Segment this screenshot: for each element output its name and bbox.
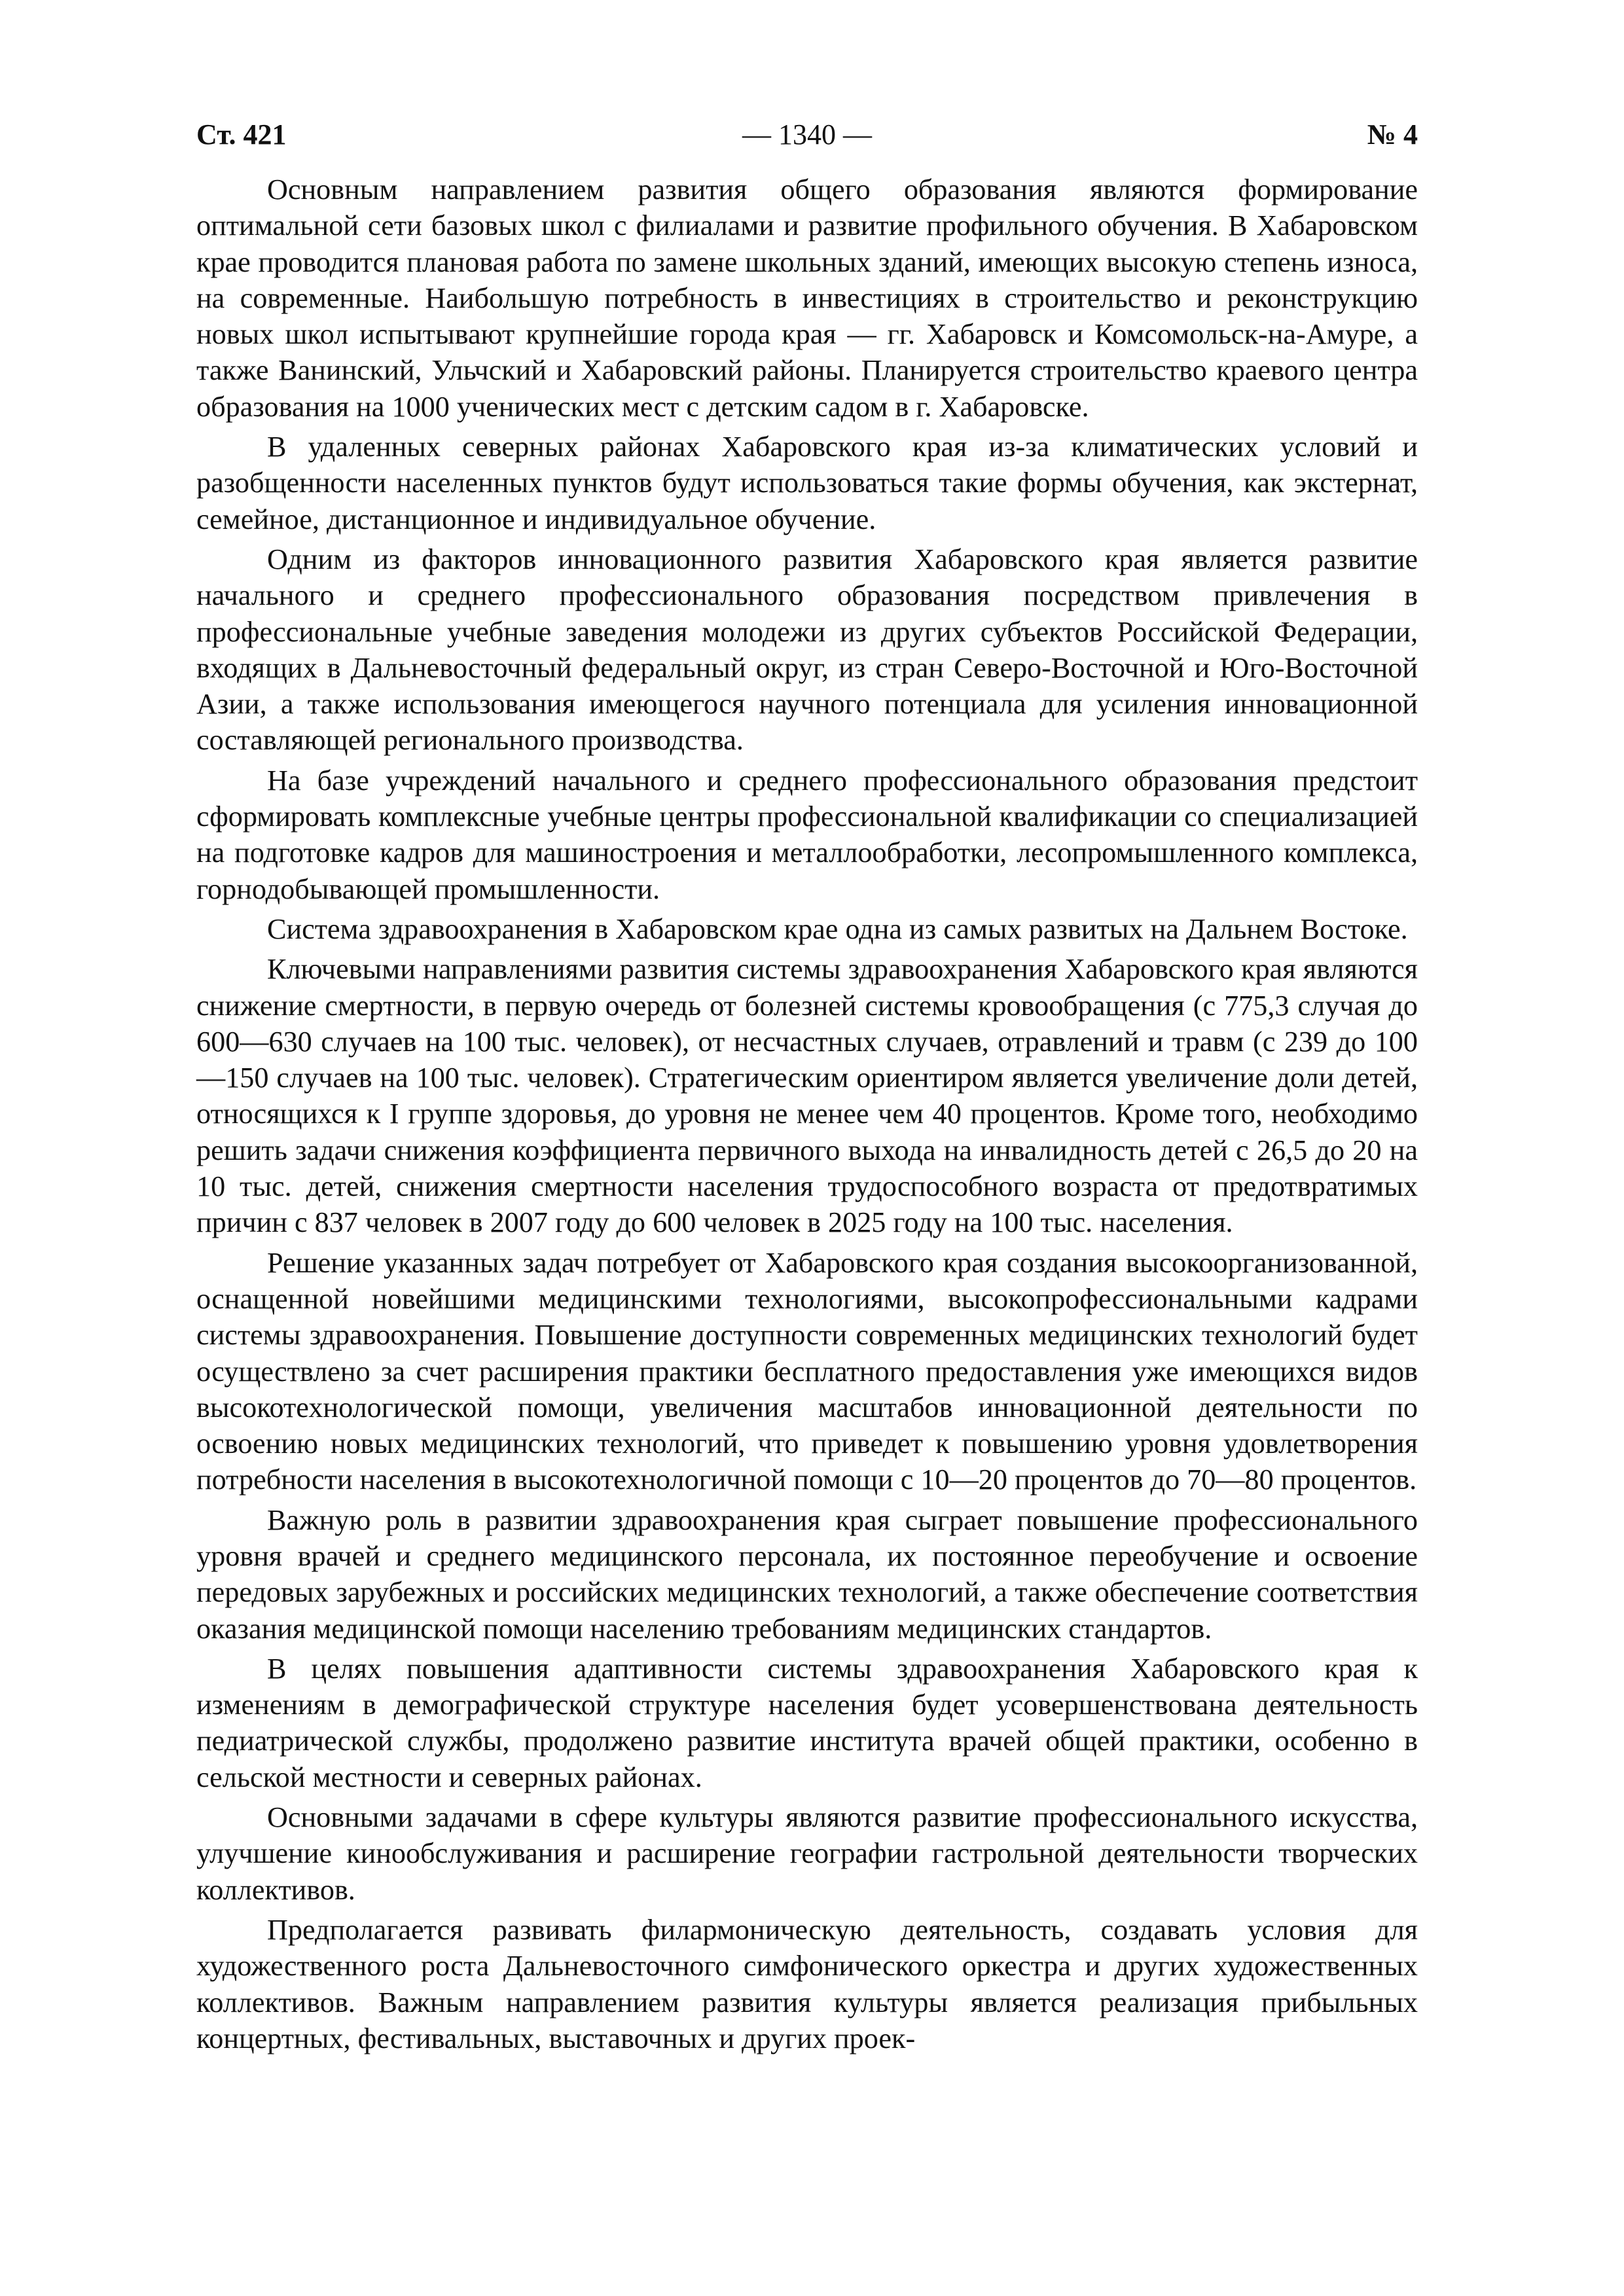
article-number: Ст. 421 — [196, 118, 287, 151]
paragraph: Решение указанных задач потребует от Хабаровского края создания высокоорганизованной, оснащенной новейшими медицинскими технологиями, высокопрофессиональными кадрами системы здравоохранения. Повышение доступности современных медицинских технологий будет осуществлено за счет расширения практики бесплатного предоставления уже имеющихся видов высокотехнологической помощи, увеличения масштабов инновационной деятельности по освоению новых медицинских технологий, что приведет к повышению уровня удовлетворения потребности населения в высокотехнологичной помощи с 10—20 процентов до 70—80 процентов. — [196, 1246, 1418, 1496]
document-page — [196, 111, 1418, 2060]
paragraph: Одним из факторов инновационного развития Хабаровского края является развитие начального и среднего профессионального образования посредством привлечения в профессиональные учебные заведения молодежи из других субъектов Российской Федерации, входящих в Дальневосточный федеральный округ, из стран Северо-Восточной и Юго-Восточной Азии, а также использования имеющегося научного потенциала для усиления инновационной составляющей регионального производства. — [196, 543, 1418, 757]
issue-number: № 4 — [1367, 118, 1418, 151]
paragraph: Ключевыми направлениями развития системы здравоохранения Хабаровского края являются снижение смертности, в первую очередь от болезней системы кровообращения (с 775,3 случая до 600—630 случаев на 100 тыс. человек), от несчастных случаев, отравлений и травм (с 239 до 100—150 случаев на 100 тыс. человек). Стратегическим ориентиром является увеличение доли детей, относящихся к I группе здоровья, до уровня не менее чем 40 процентов. Кроме того, необходимо решить задачи снижения коэффициента первичного выхода на инвалидность детей с 26,5 до 20 на 10 тыс. детей, снижения смертности населения трудоспособного возраста от предотвратимых причин с 837 человек в 2007 году до 600 человек в 2025 году на 100 тыс. населения. — [196, 953, 1418, 1239]
paragraph: Предполагается развивать филармоническую деятельность, создавать условия для художественного роста Дальневосточного симфонического оркестра и других художественных коллективов. Важным направлением развития культуры является реализация прибыльных концертных, фестивальных, выставочных и других проек- — [196, 1913, 1418, 2054]
paragraph: На базе учреждений начального и среднего профессионального образования предстоит сформировать комплексные учебные центры профессиональной квалификации со специализацией на подготовке кадров для машиностроения и металлообработки, лесопромышленного комплекса, горнодобывающей промышленности. — [196, 764, 1418, 905]
paragraph: Основным направлением развития общего образования являются формирование оптимальной сети базовых школ с филиалами и развитие профильного обучения. В Хабаровском крае проводится плановая работа по замене школьных зданий, имеющих высокую степень износа, на современные. Наибольшую потребность в инвестициях в строительство и реконструкцию новых школ испытывают крупнейшие города края — гг. Хабаровск и Комсомольск-на-Амуре, а также Ванинский, Ульчский и Хабаровский районы. Планируется строительство краевого центра образования на 1000 ученических мест с детским садом в г. Хабаровске. — [196, 173, 1418, 423]
paragraph: В целях повышения адаптивности системы здравоохранения Хабаровского края к изменениям в демографической структуре населения будет усовершенствована деятельность педиатрической службы, продолжено развитие института врачей общей практики, особенно в сельской местности и северных районах. — [196, 1652, 1418, 1793]
paragraph: Важную роль в развитии здравоохранения края сыграет повышение профессионального уровня врачей и среднего медицинского персонала, их постоянное переобучение и освоение передовых зарубежных и российских медицинских технологий, а также обеспечение соответствия оказания медицинской помощи населению требованиям медицинских стандартов. — [196, 1503, 1418, 1645]
page-number: — 1340 — — [742, 118, 872, 151]
paragraph: Основными задачами в сфере культуры являются развитие профессионального искусства, улучшение кинообслуживания и расширение географии гастрольной деятельности творческих коллективов. — [196, 1801, 1418, 1906]
paragraph: В удаленных северных районах Хабаровского края из-за климатических условий и разобщенности населенных пунктов будут использоваться такие формы обучения, как экстернат, семейное, дистанционное и индивидуальное обучение. — [196, 431, 1418, 535]
page-header — [196, 111, 1418, 158]
body-text — [196, 171, 1418, 2056]
paragraph: Система здравоохранения в Хабаровском крае одна из самых развитых на Дальнем Востоке. — [267, 912, 1408, 945]
